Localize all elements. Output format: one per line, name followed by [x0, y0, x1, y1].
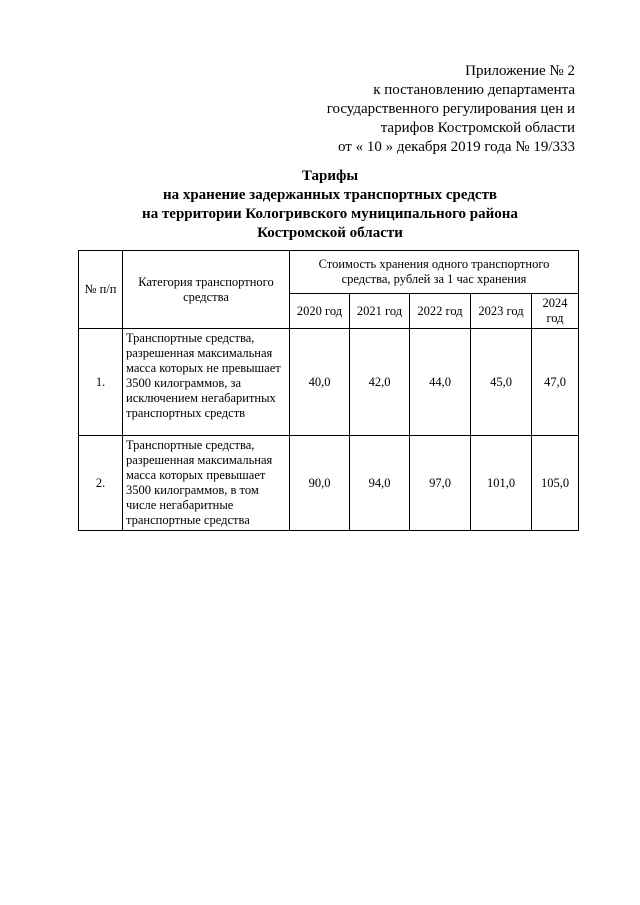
header-number: № п/п [79, 251, 123, 329]
row-category: Транспортные средства, разрешенная максимальная масса которых не превышает 3500 килограммов, за исключением негабаритных транспортных средств [123, 329, 290, 436]
row-value: 94,0 [350, 436, 410, 531]
row-value: 101,0 [471, 436, 532, 531]
row-value: 97,0 [410, 436, 471, 531]
header-cost: Стоимость хранения одного транспортного средства, рублей за 1 час хранения [290, 251, 579, 294]
appendix-number: Приложение № 2 [465, 63, 575, 79]
row-number: 2. [79, 436, 123, 531]
row-category: Транспортные средства, разрешенная максимальная масса которых превышает 3500 килограммов, в том числе негабаритные транспортные средства [123, 436, 290, 531]
tariffs-table [78, 250, 579, 531]
header-year: 2022 год [410, 294, 471, 329]
appendix-region-line: тарифов Костромской области [380, 120, 575, 136]
row-value: 42,0 [350, 329, 410, 436]
row-value: 45,0 [471, 329, 532, 436]
table-row [79, 329, 579, 436]
header-category: Категория транспортного средства [123, 251, 290, 329]
row-value: 47,0 [532, 329, 579, 436]
title-region: Костромской области [257, 225, 403, 241]
title-subject: на хранение задержанных транспортных средств [162, 187, 498, 203]
table-header-row [79, 251, 579, 294]
header-year: 2023 год [471, 294, 532, 329]
row-value: 44,0 [410, 329, 471, 436]
title-territory: на территории Кологривского муниципального района [142, 206, 518, 222]
row-value: 90,0 [290, 436, 350, 531]
header-year: 2024 год [532, 294, 579, 329]
appendix-header [280, 62, 575, 157]
header-year: 2020 год [290, 294, 350, 329]
appendix-department-line: государственного регулирования цен и [326, 101, 575, 117]
appendix-date-line: от « 10 » декабря 2019 года № 19/333 [337, 139, 575, 155]
title-heading: Тарифы [301, 168, 359, 184]
row-number: 1. [79, 329, 123, 436]
header-year: 2021 год [350, 294, 410, 329]
row-value: 105,0 [532, 436, 579, 531]
row-value: 40,0 [290, 329, 350, 436]
document-title [80, 167, 580, 243]
table-row [79, 436, 579, 531]
appendix-decree-line: к постановлению департамента [373, 82, 575, 98]
